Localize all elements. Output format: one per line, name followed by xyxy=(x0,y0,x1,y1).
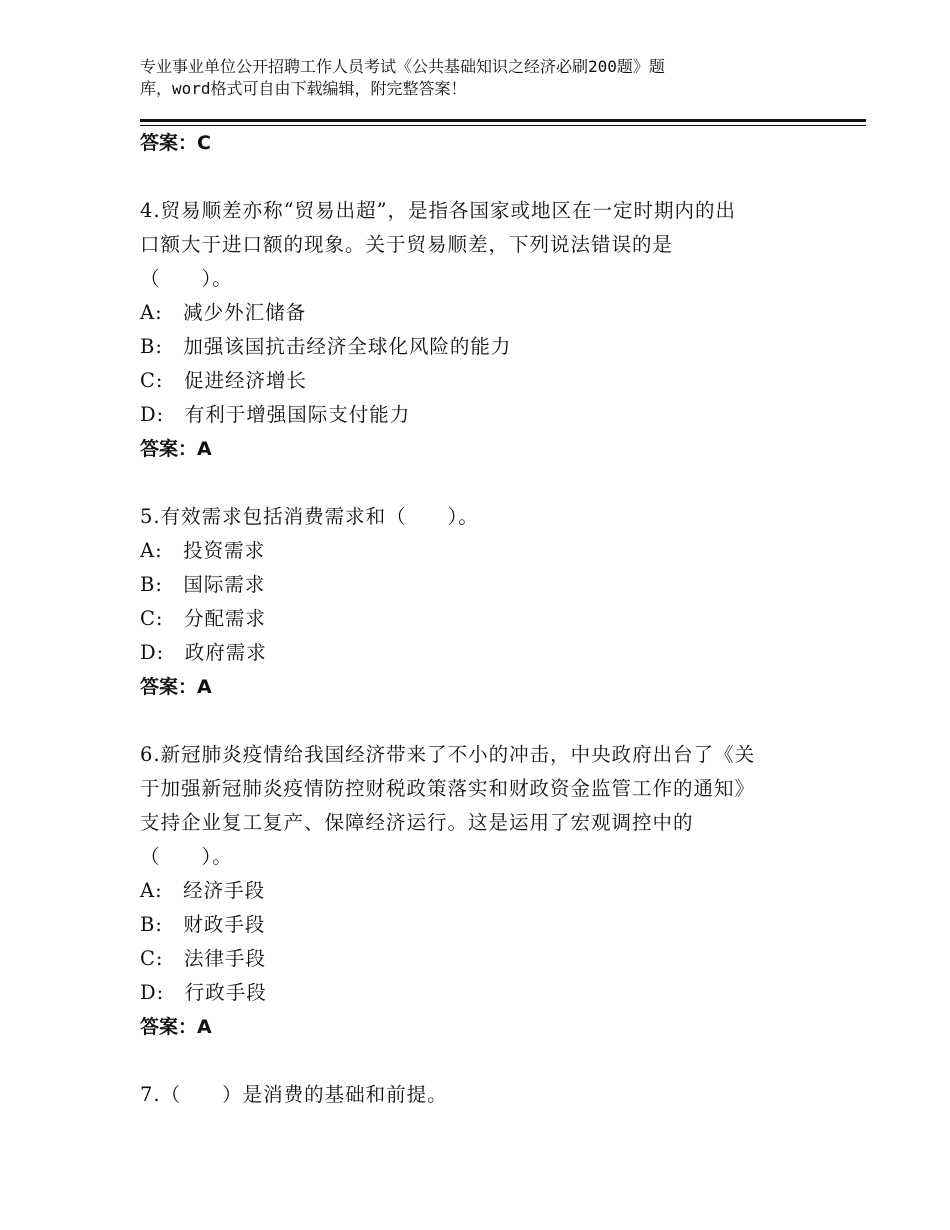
option-a: A: 减少外汇储备 xyxy=(140,301,307,324)
answer: 答案：A xyxy=(140,438,212,460)
question-stem xyxy=(140,194,820,296)
question-stem xyxy=(140,738,820,874)
option-b: B: 财政手段 xyxy=(140,913,266,936)
answer: 答案：A xyxy=(140,1016,212,1038)
answer: 答案：A xyxy=(140,676,212,698)
stem-line: 口额大于进口额的现象。关于贸易顺差，下列说法错误的是 xyxy=(140,233,674,256)
stem-line: 于加强新冠肺炎疫情防控财税政策落实和财政资金监管工作的通知》 xyxy=(140,777,756,800)
stem-line: 7.（ ）是消费的基础和前提。 xyxy=(140,1083,448,1106)
stem-line: 5.有效需求包括消费需求和（ ）。 xyxy=(140,505,479,528)
question-stem xyxy=(140,1078,820,1112)
stem-line: 4.贸易顺差亦称“贸易出超”，是指各国家或地区在一定时期内的出 xyxy=(140,199,737,222)
header-divider-thick xyxy=(140,119,866,122)
document-header xyxy=(140,56,780,100)
option-d: D: 有利于增强国际支付能力 xyxy=(140,403,411,426)
option-a: A: 投资需求 xyxy=(140,539,266,562)
question-4 xyxy=(140,194,820,466)
stem-line: （ ）。 xyxy=(140,845,233,868)
header-line-1: 专业事业单位公开招聘工作人员考试《公共基础知识之经济必刷200题》题 xyxy=(140,57,665,76)
answer-prev: 答案：C xyxy=(140,132,211,154)
stem-line: 6.新冠肺炎疫情给我国经济带来了不小的冲击，中央政府出台了《关 xyxy=(140,743,756,766)
stem-line: （ ）。 xyxy=(140,267,233,290)
stem-line: 支持企业复工复产、保障经济运行。这是运用了宏观调控中的 xyxy=(140,811,694,834)
option-c: C: 分配需求 xyxy=(140,607,266,630)
question-5 xyxy=(140,500,820,704)
question-stem xyxy=(140,500,820,534)
question-list xyxy=(140,126,820,1112)
option-c: C: 促进经济增长 xyxy=(140,369,307,392)
option-d: D: 政府需求 xyxy=(140,641,267,664)
option-c: C: 法律手段 xyxy=(140,947,266,970)
option-b: B: 国际需求 xyxy=(140,573,266,596)
option-d: D: 行政手段 xyxy=(140,981,267,1004)
question-6 xyxy=(140,738,820,1044)
option-a: A: 经济手段 xyxy=(140,879,266,902)
option-b: B: 加强该国抗击经济全球化风险的能力 xyxy=(140,335,512,358)
question-7 xyxy=(140,1078,820,1112)
header-line-2: 库，word格式可自由下载编辑，附完整答案！ xyxy=(140,79,467,98)
